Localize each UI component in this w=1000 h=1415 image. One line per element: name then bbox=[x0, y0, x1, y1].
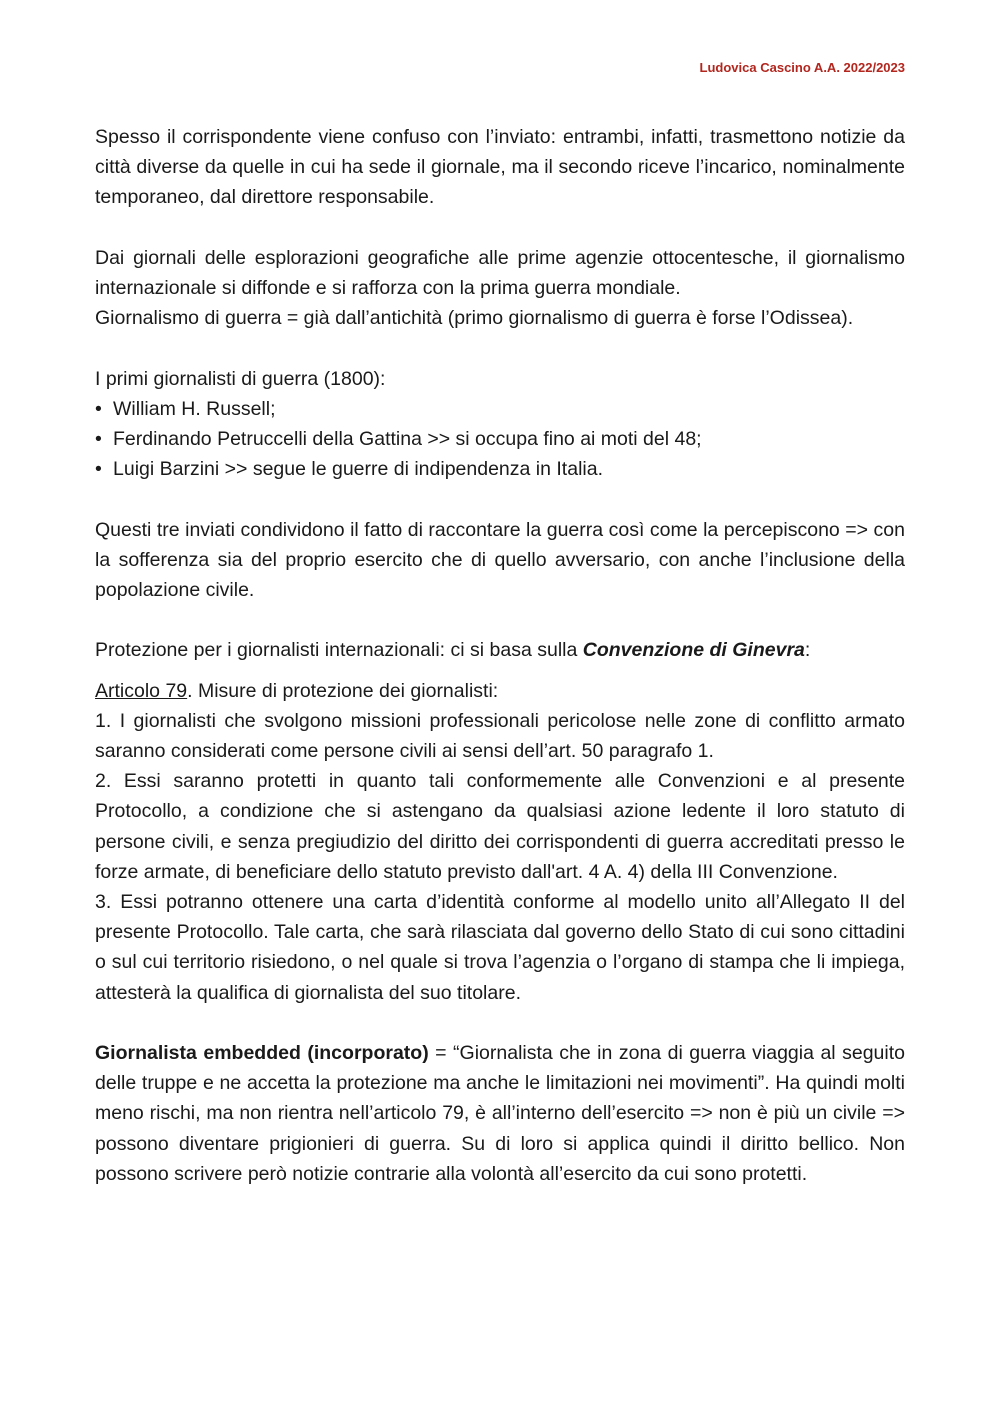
bullet-icon: • bbox=[95, 458, 102, 481]
article-title: Articolo 79. Misure di protezione dei giornalisti: bbox=[95, 679, 499, 702]
page-header-author: Ludovica Cascino A.A. 2022/2023 bbox=[699, 60, 905, 75]
article-point: 2. Essi saranno protetti in quanto tali conformemente alle Convenzioni e al presente Protocollo, a condizione che si astengano da qualsiasi azione ledente il loro statuto di persone civili, e senza pregiudizio del diritto dei corrispondenti di guerra accreditati presso le forze armate, di beneficiare dello statuto previsto dall'art. 4 A. 4) della III Convenzione. bbox=[95, 770, 905, 883]
article-point: 3. Essi potranno ottenere una carta d’identità conforme al modello unito all’Allegato II del presente Protocollo. Tale carta, che sarà rilasciata dal governo dello Stato di cui sono cittadini o sul cui territorio risiedono, o nel quale si trova l’agenzia o l’organo di stampa che li impiega, attesterà la qualifica di giornalista del suo titolare. bbox=[95, 891, 905, 1004]
bullet-icon: • bbox=[95, 428, 102, 450]
convenzione-ginevra-emphasis: Convenzione di Ginevra bbox=[582, 639, 805, 662]
list-item: • Ferdinando Petruccelli della Gattina >> si occupa fino ai moti del 48; bbox=[95, 424, 905, 454]
paragraph-inviati: Questi tre inviati condividono il fatto di raccontare la guerra così come la percepiscono => con la sofferenza sia del proprio esercito che di quello avversario, con anche l’inclusione della popolazione civile. bbox=[95, 518, 905, 601]
paragraph-giornalismo-di-guerra: Giornalismo di guerra = già dall’antichità (primo giornalismo di guerra è forse l’Odissea). bbox=[95, 307, 854, 330]
document-body bbox=[95, 122, 905, 1189]
paragraph-corrispondente: Spesso il corrispondente viene confuso con l’inviato: entrambi, infatti, trasmettono notizie da città diverse da quelle in cui ha sede il giornale, ma il secondo riceve l’incarico, nominalmente temporaneo, dal direttore responsabile. bbox=[95, 126, 905, 209]
bullet-icon: • bbox=[95, 397, 102, 420]
list-item: • Luigi Barzini >> segue le guerre di indipendenza in Italia. bbox=[95, 454, 905, 484]
paragraph-embedded: Giornalista embedded (incorporato) = “Giornalista che in zona di guerra viaggia al seguito delle truppe e ne accetta la protezione ma anche le limitazioni nei movimenti”. Ha quindi molti meno rischi, ma non rientra nell’articolo 79, è all’interno dell’esercito => non è più un civile => possono diventare prigionieri di guerra. Su di loro si applica quindi il diritto bellico. Non possono scrivere però notizie contrarie alla volontà all’esercito da cui sono protetti. bbox=[95, 1042, 905, 1185]
paragraph-protezione: Protezione per i giornalisti internazionali: ci si basa sulla Convenzione di Ginevra: bbox=[95, 639, 811, 662]
embedded-term: Giornalista embedded (incorporato) bbox=[95, 1042, 429, 1065]
list-item: • William H. Russell; bbox=[95, 394, 905, 424]
article-79-link[interactable]: Articolo 79 bbox=[95, 679, 188, 702]
article-point: 1. I giornalisti che svolgono missioni professionali pericolose nelle zone di conflitto armato saranno considerati come persone civili ai sensi dell’art. 50 paragrafo 1. bbox=[95, 709, 905, 762]
list-intro: I primi giornalisti di guerra (1800): bbox=[95, 367, 386, 390]
paragraph-giornalismo-internazionale: Dai giornali delle esplorazioni geografiche alle prime agenzie ottocentesche, il giornalismo internazionale si diffonde e si rafforza con la prima guerra mondiale. bbox=[95, 246, 905, 299]
journalists-list bbox=[95, 394, 905, 485]
